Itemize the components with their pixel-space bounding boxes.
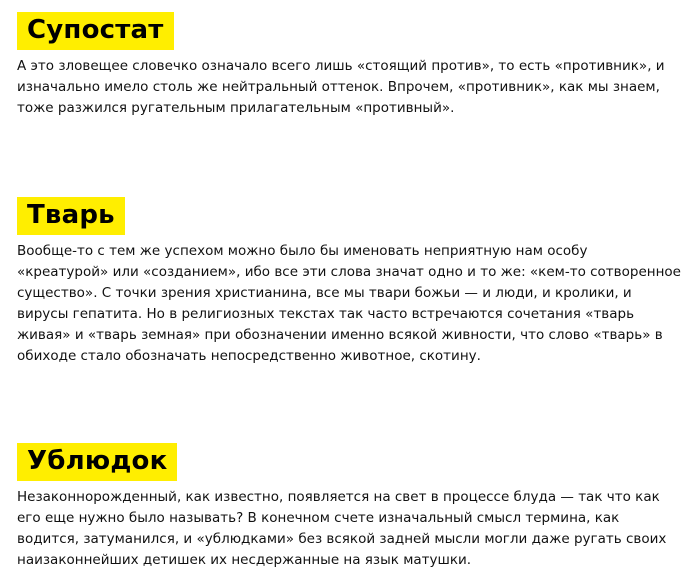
entry-title: Супостат	[17, 12, 174, 50]
entry-text: Незаконнорожденный, как известно, появляется на свет в процессе блуда — так что как его еще нужно было называть? В конечном счете изначальный смысл термина, как водится, затуманился, и «ублюдками» без всякой задней мысли могли даже ругать своих наизаконнейших детишек их несдержанные на язык матушки.	[17, 489, 667, 568]
entry-ubludok	[17, 443, 689, 571]
entry-title: Тварь	[17, 197, 125, 235]
entry-text: А это зловещее словечко означало всего лишь «стоящий против», то есть «противник», и изначально имело столь же нейтральный оттенок. Впрочем, «противник», как мы знаем, тоже разжился ругательным прилагательным «противный».	[17, 58, 665, 116]
entry-title: Ублюдок	[17, 443, 177, 481]
entry-suposatat	[17, 12, 689, 119]
entry-text: Вообще-то с тем же успехом можно было бы именовать неприятную нам особу «креатурой» или «созданием», ибо все эти слова значат одно и то же: «кем-то сотворенное существо». С точки зрения христианина, все мы твари божьи — и люди, и кролики, и вирусы гепатита. Но в религиозных текстах так часто встречаются сочетания «тварь живая» и «тварь земная» при обозначении именно всякой живности, что слово «тварь» в обиходе стало обозначать непосредственно животное, скотину.	[17, 243, 681, 364]
entry-tvar	[17, 197, 689, 367]
